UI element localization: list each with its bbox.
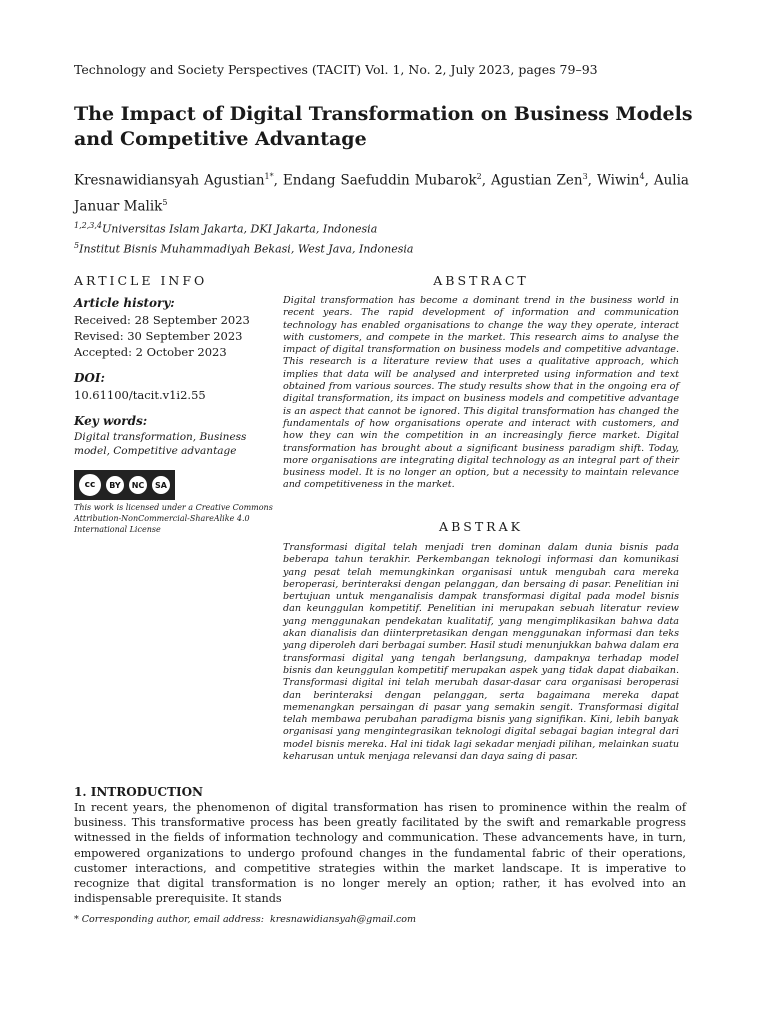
footnote-label: * Corresponding author, email address: — [74, 914, 264, 925]
sa-icon: SA — [151, 475, 171, 495]
abstract-text: Digital transformation has become a dominant trend in the business world in recent years. The rapid development of information and communication technology has enabled organisations to change the way they operate, interact with customers, and compete in the market. This research aims to analyse the impact of digital transformation on business models and competitive advantage. This research is a literature review that uses a qualitative approach, which implies that data will be analysed and interpreted using information and text obtained from various sources. The study results show that in the ongoing era of digital transformation, its impact on business models and competitive advantage is an aspect that cannot be ignored. This digital transformation has changed the fundamentals of how organisations operate and interact with customers, and how they can win the competition in an increasingly fierce market. Digital transformation has brought about a significant business paradigm shift. Today, more organisations are integrating digital technology as an integral part of their business model. It is no longer an option, but a necessity to maintain relevance and competitiveness in the market. — [283, 295, 679, 491]
affiliations — [74, 218, 413, 257]
abstrak-text: Transformasi digital telah menjadi tren dominan dalam dunia bisnis pada beberapa tahun terakhir. Perkembangan teknologi informasi dan komunikasi yang pesat telah memungkinkan organisasi untuk mengubah cara mereka beroperasi, berinteraksi dengan pelanggan, dan bersaing di pasar. Penelitian ini bertujuan untuk menganalisis dampak transformasi digital pada model bisnis dan keunggulan kompetitif. Penelitian ini merupakan sebuah literatur review yang menggunakan pendekatan kualitatif, yang mengimplikasikan bahwa data akan dianalisis dan diinterpretasikan dengan menggunakan informasi dan teks yang diperoleh dari berbagai sumber. Hasil studi menunjukkan bahwa dalam era transformasi digital yang tengah berlangsung, dampaknya terhadap model bisnis dan keunggulan kompetitif merupakan aspek yang tidak dapat diabaikan. Transformasi digital ini telah merubah dasar-dasar cara organisasi beroperasi dan berinteraksi dengan pelanggan, serta bagaimana mereka dapat memenangkan persaingan di pasar yang semakin sengit. Transformasi digital telah membawa perubahan paradigma bisnis yang signifikan. Kini, lebih banyak organisasi yang mengintegrasikan teknologi digital sebagai bagian integral dari model bisnis mereka. Hal ini tidak lagi sekadar menjadi pilihan, melainkan suatu keharusan untuk menjaga relevansi dan daya saing di pasar. — [283, 542, 679, 763]
journal-header: Technology and Society Perspectives (TACIT) Vol. 1, No. 2, July 2023, pages 79–93 — [74, 62, 598, 77]
cc-license-badge[interactable] — [74, 470, 175, 500]
author-name: Kresnawidiansyah Agustian — [74, 172, 265, 189]
cc-icon: cc — [78, 473, 102, 497]
affiliation-line — [74, 238, 413, 258]
article-history — [74, 295, 274, 360]
accepted-date: Accepted: 2 October 2023 — [74, 345, 227, 359]
affiliation-mark: 5 — [74, 240, 80, 250]
author-list: Kresnawidiansyah Agustian$^{1*}$, Endang Saefuddin Mubarok$^2$, Agustian Zen$^3$, Wiwin$^4$, Aulia Januar Malik$^5$ — [74, 172, 689, 214]
affiliation-line — [74, 218, 413, 238]
article-info-column — [74, 295, 274, 535]
author-email[interactable]: kresnawidiansyah@gmail.com — [269, 914, 417, 925]
affiliation-text: Institut Bisnis Muhammadiyah Bekasi, West Java, Indonesia — [79, 242, 414, 256]
author-name: Aulia Januar Malik — [74, 172, 689, 214]
author-name: Agustian Zen — [491, 172, 583, 189]
author-affiliation-mark: 4 — [639, 172, 645, 181]
author-affiliation-mark: 5 — [162, 197, 168, 207]
keywords-block — [74, 413, 274, 458]
license-block — [74, 468, 274, 535]
affiliation-mark: 1,2,3,4 — [74, 221, 102, 230]
author-name: Wiwin — [596, 172, 640, 189]
nc-icon: NC — [128, 475, 148, 495]
author-name: Endang Saefuddin Mubarok — [282, 172, 477, 189]
revised-date: Revised: 30 September 2023 — [74, 329, 243, 343]
abstrak-heading: ABSTRAK — [439, 519, 523, 534]
history-label: Article history: — [74, 296, 175, 310]
license-text: This work is licensed under a Creative Commons Attribution-NonCommercial-ShareAlike 4.0 International License — [74, 503, 273, 534]
paper-title: The Impact of Digital Transformation on Business Models and Competitive Advantage — [74, 103, 693, 150]
affiliation-text: Universitas Islam Jakarta, DKI Jakarta, Indonesia — [102, 222, 378, 236]
doi-block — [74, 370, 274, 403]
article-info-heading: ARTICLE INFO — [74, 273, 208, 288]
introduction-heading: 1. INTRODUCTION — [74, 785, 204, 799]
doi-label: DOI: — [74, 371, 105, 385]
keywords-text: Digital transformation, Business model, Competitive advantage — [74, 431, 247, 457]
abstract-heading: ABSTRACT — [433, 273, 529, 288]
received-date: Received: 28 September 2023 — [74, 313, 250, 327]
author-affiliation-mark: 1* — [264, 172, 274, 181]
introduction-text: In recent years, the phenomenon of digital transformation has risen to prominence within the realm of business. This transformative process has been greatly facilitated by the swift and remarkable progress witnessed in the fields of information technology and communication. These advancements have, in turn, empowered organizations to undergo profound changes in the fundamental fabric of their operations, customer interactions, and competitive strategies within the market landscape. It is imperative to recognize that digital transformation is no longer merely an option; rather, it has evolved into an indispensable prerequisite. It stands — [74, 801, 686, 906]
by-icon: BY — [105, 475, 125, 495]
author-affiliation-mark: 2 — [476, 172, 482, 181]
doi-link[interactable]: 10.61100/tacit.v1i2.55 — [74, 388, 206, 402]
author-affiliation-mark: 3 — [582, 172, 588, 181]
corresponding-author-footnote — [74, 914, 416, 925]
keywords-label: Key words: — [74, 414, 148, 428]
